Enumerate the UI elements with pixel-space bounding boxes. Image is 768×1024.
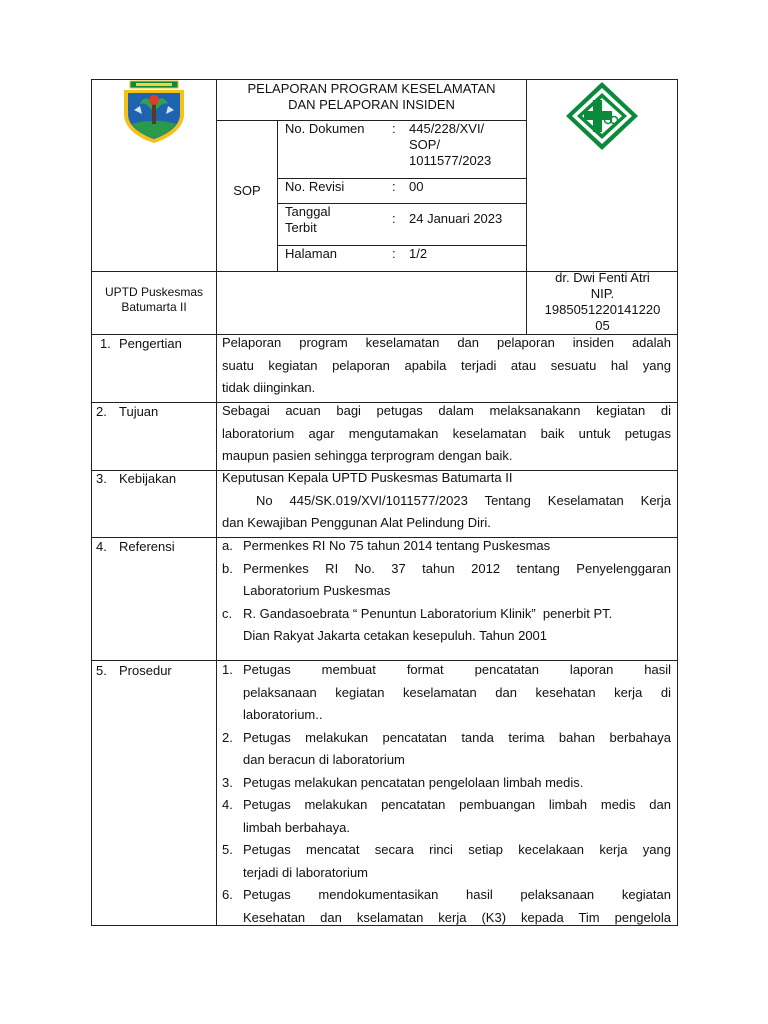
field-label-tanggal-terbit: Tanggal Terbit bbox=[285, 204, 331, 235]
organization-name: UPTD Puskesmas Batumarta II bbox=[104, 285, 204, 314]
list-item: 3. Petugas melakukan pencatatan pengelolaan limbah medis. bbox=[222, 774, 584, 790]
field-label-halaman: Halaman bbox=[285, 246, 338, 261]
list-item: b. Permenkes RI No. 37 tahun 2012 tentang Penyelenggaran Laboratorium Puskesmas bbox=[222, 560, 671, 598]
field-value-no-dokumen: 445/228/XVI/ SOP/ 1011577/2023 bbox=[409, 121, 492, 168]
title-line-1: PELAPORAN PROGRAM KESELAMATAN bbox=[247, 81, 496, 96]
list-item: 5. Petugas mencatat secara rinci setiap kecelakaan kerja yang terjadi di laboratorium bbox=[222, 842, 671, 880]
section-label-pengertian: 1. Pengertian bbox=[100, 336, 182, 351]
field-separator: : bbox=[392, 179, 396, 194]
section-content-tujuan: Sebagai acuan bagi petugas dalam melaksanakann kegiatan di laboratorium agar mengutamakan keselamatan baik untuk petugas maupun pasien sehingga terprogram dengan baik. bbox=[222, 403, 671, 463]
field-separator: : bbox=[392, 121, 396, 136]
regional-emblem-logo bbox=[118, 80, 190, 144]
section-label-referensi: 4. Referensi bbox=[96, 539, 175, 554]
list-item: c. R. Gandasoebrata “ Penuntun Laboratorium Klinik” penerbit PT. Dian Rakyat Jakarta cetakan kesepuluh. Tahun 2001 bbox=[222, 605, 613, 643]
section-label-prosedur: 5. Prosedur bbox=[96, 663, 172, 678]
section-label-tujuan: 2. Tujuan bbox=[96, 404, 159, 419]
section-content-referensi bbox=[218, 535, 671, 648]
field-value-tanggal-terbit: 24 Januari 2023 bbox=[409, 211, 503, 226]
sop-content-table bbox=[91, 334, 678, 926]
sop-label: SOP bbox=[233, 183, 261, 198]
list-item: a. Permenkes RI No 75 tahun 2014 tentang Puskesmas bbox=[222, 538, 551, 553]
sop-header-table bbox=[91, 79, 678, 335]
list-item: 2. Petugas melakukan pencatatan tanda terima bahan berbahaya dan beracun di laboratorium bbox=[222, 729, 671, 767]
section-content-prosedur bbox=[218, 659, 671, 929]
section-content-kebijakan: Keputusan Kepala UPTD Puskesmas Batumarta II No 445/SK.019/XVI/1011577/2023 Tentang Keselamatan Kerja dan Kewajiban Penggunan Alat Pelindung Diri. bbox=[222, 470, 671, 530]
reference-list bbox=[218, 535, 671, 648]
field-separator: : bbox=[392, 211, 396, 226]
field-label-no-revisi: No. Revisi bbox=[285, 179, 345, 194]
section-label-kebijakan: 3. Kebijakan bbox=[96, 471, 177, 486]
signer-nip: 1985051220141220 bbox=[544, 302, 661, 317]
list-item: 4. Petugas melakukan pencatatan pembuangan limbah medis dan limbah berbahaya. bbox=[222, 797, 671, 835]
signer-block: dr. Dwi Fenti Atri NIP. 1985051220141220 05 bbox=[527, 270, 678, 334]
document-title bbox=[217, 80, 526, 120]
list-item: 6. Petugas mendokumentasikan hasil pelaksanaan kegiatan Kesehatan dan kselamatan kerja (K3) kepada Tim pengelola bbox=[222, 887, 671, 925]
field-value-no-revisi: 00 bbox=[409, 179, 424, 194]
signer-name: dr. Dwi Fenti Atri bbox=[555, 270, 650, 285]
puskesmas-logo bbox=[562, 80, 642, 152]
procedure-list bbox=[218, 659, 671, 929]
field-separator: : bbox=[392, 246, 396, 261]
field-label-no-dokumen: No. Dokumen bbox=[285, 121, 365, 136]
field-value-halaman: 1/2 bbox=[409, 246, 428, 261]
title-line-2: DAN PELAPORAN INSIDEN bbox=[288, 97, 455, 112]
list-item: 1. Petugas membuat format pencatatan laporan hasil pelaksanaan kegiatan keselamatan dan kesehatan kerja di laboratorium.. bbox=[222, 662, 671, 722]
section-content-pengertian: Pelaporan program keselamatan dan pelaporan insiden adalah suatu kegiatan pelaporan apabila terjadi atau sesuatu hal yang tidak diinginkan. bbox=[222, 335, 671, 395]
